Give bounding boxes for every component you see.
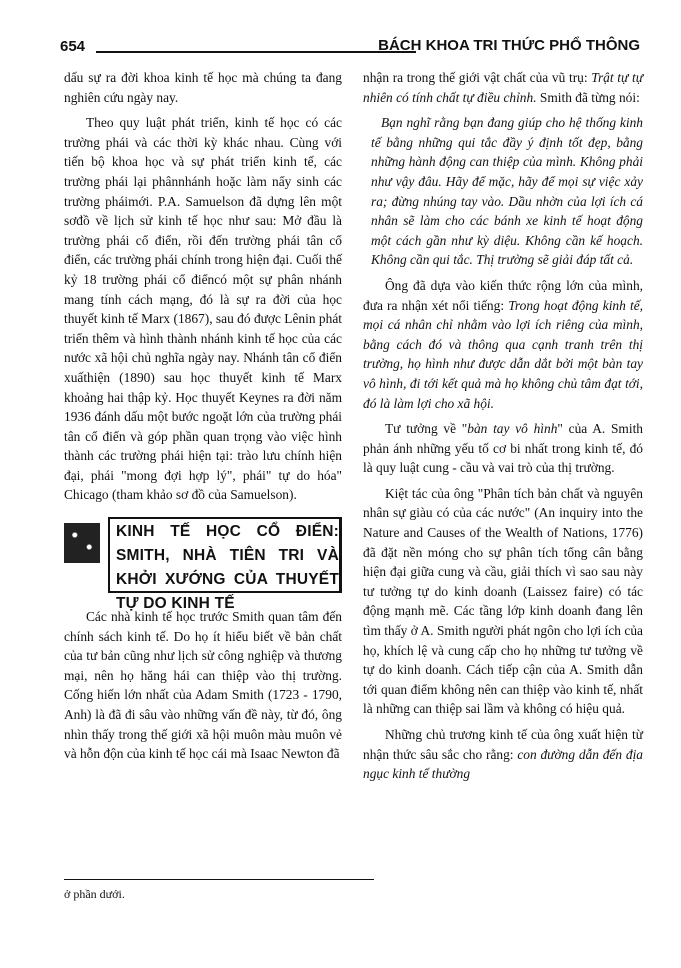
- ornament-icon: [64, 523, 100, 563]
- right-paragraph-5: [363, 725, 643, 784]
- right-paragraph-1: [363, 68, 643, 107]
- right-paragraph-3: [363, 419, 643, 478]
- book-title: BÁCH KHOA TRI THỨC PHỔ THÔNG: [378, 37, 640, 54]
- smith-quote: Bạn nghĩ rằng bạn đang giúp cho hệ thống kinh tế bằng những qui tắc đầy ý định tốt đẹp, bằng những hành động can thiệp của mình. Không phải như vậy đâu. Hãy để mặc, hãy để mọi sự việc xảy ra; đừng nhúng tay vào. Dầu nhờn của lợi ích cá nhân sẽ làm cho các bánh xe kinh tế hoạt động một cách gần như kỳ diệu. Không cần kế hoạch. Không cần qui tắc. Thị trường sẽ giải đáp tất cả.: [371, 115, 643, 268]
- section-heading: KINH TẾ HỌC CỔ ĐIỂN: SMITH, NHÀ TIÊN TRI VÀ KHỞI XƯỚNG CỦA THUYẾT TỰ DO KINH TẾ: [108, 517, 342, 593]
- left-paragraph-2: Theo quy luật phát triển, kinh tế học có các trường phái và các thời kỳ khác nhau. Cùng với tiến bộ khoa học và sự phát triển kinh tế, các trường phái lại phânnhánh hoặc làm nẩy sinh các trường pháimới. P.A. Samuelson đã dựng lên một sơđồ về lịch sử kinh tế học như sau: Mở đầu là trường phái cổ điển, rồi đến trường phái tân cổ điển, các trường phái chính trong hiện đại. Cuối thế kỷ 18 trường phái cổ điểncó một sự phân nhánh mang tính cách mạng, đó là sự ra đời của học thuyết kinh tế Marx (1867), sau đó được Lênin phát triển thêm và hình thành nhánh kinh tế học của các nước xã hội chủ nghĩa ngày nay. Nhánh tân cổ điển xuấthiện (1890) sau học thuyết kinh tế Marx khoảng hai thập kỷ. Học thuyết Keynes ra đời năm 1936 đánh dấu một bước ngoặt lớn của trường phái tân cổ điển và góp phần quan trọng vào việc hình thành các trường phái hiện tại: trào lưu chính hiện đại, phái "mong đợi hợp lý", phái" tự do hóa" Chicago (tham khảo sơ đồ của Samuelson).: [64, 115, 342, 503]
- page-number: 654: [60, 38, 86, 55]
- right-p5-text: Những chủ trương kinh tế của ông xuất hiện từ nhận thức sâu sắc cho rằng:: [363, 727, 643, 762]
- left-column: [64, 68, 342, 770]
- right-p1-text: nhận ra trong thế giới vật chất của vũ trụ:: [363, 70, 588, 85]
- right-p3-italic: bàn tay vô hình: [467, 421, 558, 437]
- right-paragraph-4: Kiệt tác của ông "Phân tích bản chất và nguyên nhân sự giàu có của các nước" (An inquiry into the Nature and Causes of the Wealth of Nations, 1776) đã đặt nền móng cho sự phân tích tổng cân bằng hiện đại giữa cung và cầu, giải thích vì sao sau này tư tưởng tự do kinh doanh (Laissez faire) có tác động mạnh mẽ. Các tầng lớp kinh doanh đang lên tìm thấy ở A. Smith người phát ngôn cho lợi ích của họ, khích lệ và cung cấp cho họ những tư tưởng về tự do kinh doanh. Cách tiếp cận của A. Smith dẫn tới quan điểm không nên can thiệp vào kinh tế, nhất là những can thiệp sai lầm và không có hiệu quả.: [363, 485, 643, 717]
- footnote-rule: [64, 879, 374, 880]
- footnote: ở phần dưới.: [64, 887, 125, 901]
- right-p3-start: Tư tưởng về ": [385, 421, 468, 437]
- right-p5-italic: con đường dẫn đến địa ngục kinh tế thường: [363, 746, 643, 782]
- right-p1-end: Smith đã từng nói:: [539, 89, 640, 105]
- right-p2-italic: Trong hoạt động kinh tế, mọi cá nhân chỉ nhằm vào lợi ích riêng của mình, bằng cách đó và thông qua cạnh tranh trên thị trường, họ hình như được dẫn dắt bởi một bàn tay vô hình, đi tới kết quả mà họ không chủ tâm đạt tới, đó là làm lợi cho xã hội.: [363, 297, 643, 411]
- right-paragraph-2: [363, 276, 643, 413]
- header-rule: [96, 51, 416, 53]
- right-column: [363, 68, 643, 790]
- right-p1-italic: Trật tự tự nhiên có tính chất tự điều chỉnh.: [363, 70, 643, 105]
- right-p3-rest: " của A. Smith phản ánh những yếu tố cơ bi nhất trong kinh tế, đó là quy luật cung - cầu và vai trò của thị trường.: [363, 421, 643, 476]
- right-p2-text: Ông đã dựa vào kiến thức rộng lớn của mình, đưa ra nhận xét nổi tiếng:: [363, 277, 643, 313]
- section-heading-block: [64, 517, 342, 613]
- left-paragraph-1: dấu sự ra đời khoa kinh tế học mà chúng ta đang nghiên cứu ngày nay.: [64, 70, 342, 105]
- page-header: [60, 34, 640, 60]
- left-paragraph-3: Các nhà kinh tế học trước Smith quan tâm đến chính sách kinh tế. Do họ ít hiểu biết về bản chất của tư bản cũng như lịch sử công nghiệp và thương mại, nên họ hăng hái can thiệp vào thị trường. Cống hiến lớn nhất của Adam Smith (1723 - 1790, Anh) là đã đi sâu vào những vấn đề này, từ đó, ông nhìn thấy trong thế giới xã hội muôn màu muôn vẻ và hỗn độn của kinh tế học cái mà Isaac Newton đã: [64, 609, 342, 762]
